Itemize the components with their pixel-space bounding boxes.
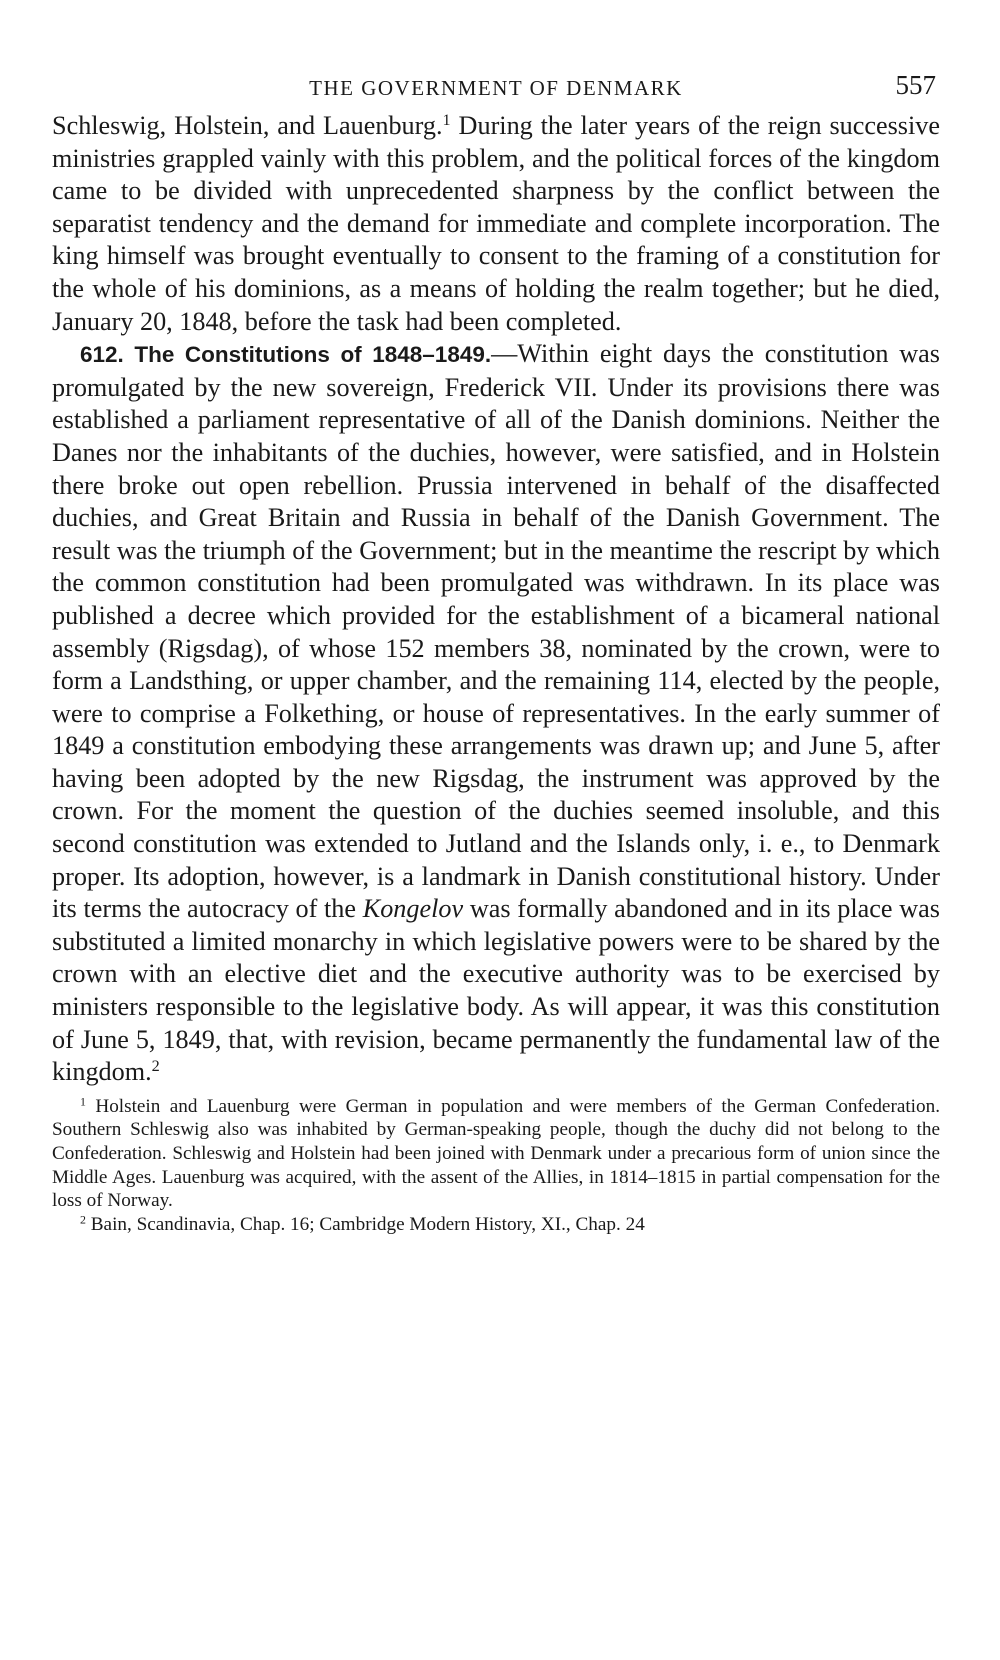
page-number: 557 <box>895 70 936 100</box>
paragraph-text: Schleswig, Holstein, and Lauenburg. <box>52 111 443 140</box>
section-paragraph <box>52 338 940 1089</box>
running-title: THE GOVERNMENT OF DENMARK <box>309 76 683 100</box>
italic-term: Kongelov <box>362 894 464 924</box>
book-page <box>52 70 940 1236</box>
section-heading: 612. The Constitutions of 1848–1849. <box>80 342 492 368</box>
paragraph-text: —Within eight days the constitution was promulgated by the new sovereign, Frederick VII. Under its provisions there was established a parliament representative of all of the Danish dominions. Neither the Danes nor the inhabitants of the duchies, however, were satisfied, and in Holstein there broke out open rebellion. Prussia intervened in behalf of the disaffected duchies, and Great Britain and Russia in behalf of the Danish Government. The result was the triumph of the Government; but in the meantime the rescript by which the common constitution had been promulgated was withdrawn. In its place was published a decree which provided for the establishment of a bicameral national assembly (Rigsdag), of whose 152 members 38, nominated by the crown, were to form a Landsthing, or upper chamber, and the remaining 114, elected by the people, were to comprise a Folkething, or house of representatives. In the early summer of 1849 a constitution embodying these arrangements was drawn up; and June 5, after having been adopted by the new Rigsdag, the instrument was approved by the crown. For the moment the question of the duchies seemed insoluble, and this second constitution was extended to Jutland and the Islands only, i. e., to Denmark proper. Its adoption, however, is a landmark in Danish constitutional history. Under its terms the autocracy of the <box>52 339 940 924</box>
footnote <box>52 1213 940 1237</box>
footnote-marker: 2 <box>80 1212 86 1227</box>
paragraph-text: During the later years of the reign successive ministries grappled vainly with this problem, and the political forces of the kingdom came to be divided with unprecedented sharpness by the conflict between the separatist tendency and the demand for immediate and complete incorporation. The king himself was brought eventually to consent to the framing of a constitution for the whole of his dominions, as a means of holding the realm together; but he died, January 20, 1848, before the task had been completed. <box>52 111 940 336</box>
footnote-text: Bain, Scandinavia, Chap. 16; Cambridge Modern History, XI., Chap. 24 <box>85 1213 645 1235</box>
running-header <box>52 70 940 110</box>
footnote-reference: 2 <box>151 1057 160 1076</box>
footnote-reference: 1 <box>442 111 451 130</box>
body-text <box>52 110 940 1089</box>
paragraph-continued <box>52 110 940 338</box>
paragraph-text: was formally abandoned and in its place was substituted a limited monarchy in which legislative powers were to be shared by the crown with an elective diet and the executive authority was to be exercised by ministers responsible to the legislative body. As will appear, it was this constitution of June 5, 1849, that, with revision, became permanently the fundamental law of the kingdom. <box>52 894 940 1087</box>
footnotes <box>52 1095 940 1237</box>
footnote-marker: 1 <box>80 1094 86 1109</box>
footnote <box>52 1095 940 1213</box>
footnote-text: Holstein and Lauenburg were German in population and were members of the German Confederation. Southern Schleswig also was inhabited by German-speaking people, though the duchy did not belong to the Confederation. Schleswig and Holstein had been joined with Denmark under a precarious form of union since the Middle Ages. Lauenburg was acquired, with the assent of the Allies, in 1814–1815 in partial compensation for the loss of Norway. <box>52 1095 940 1212</box>
